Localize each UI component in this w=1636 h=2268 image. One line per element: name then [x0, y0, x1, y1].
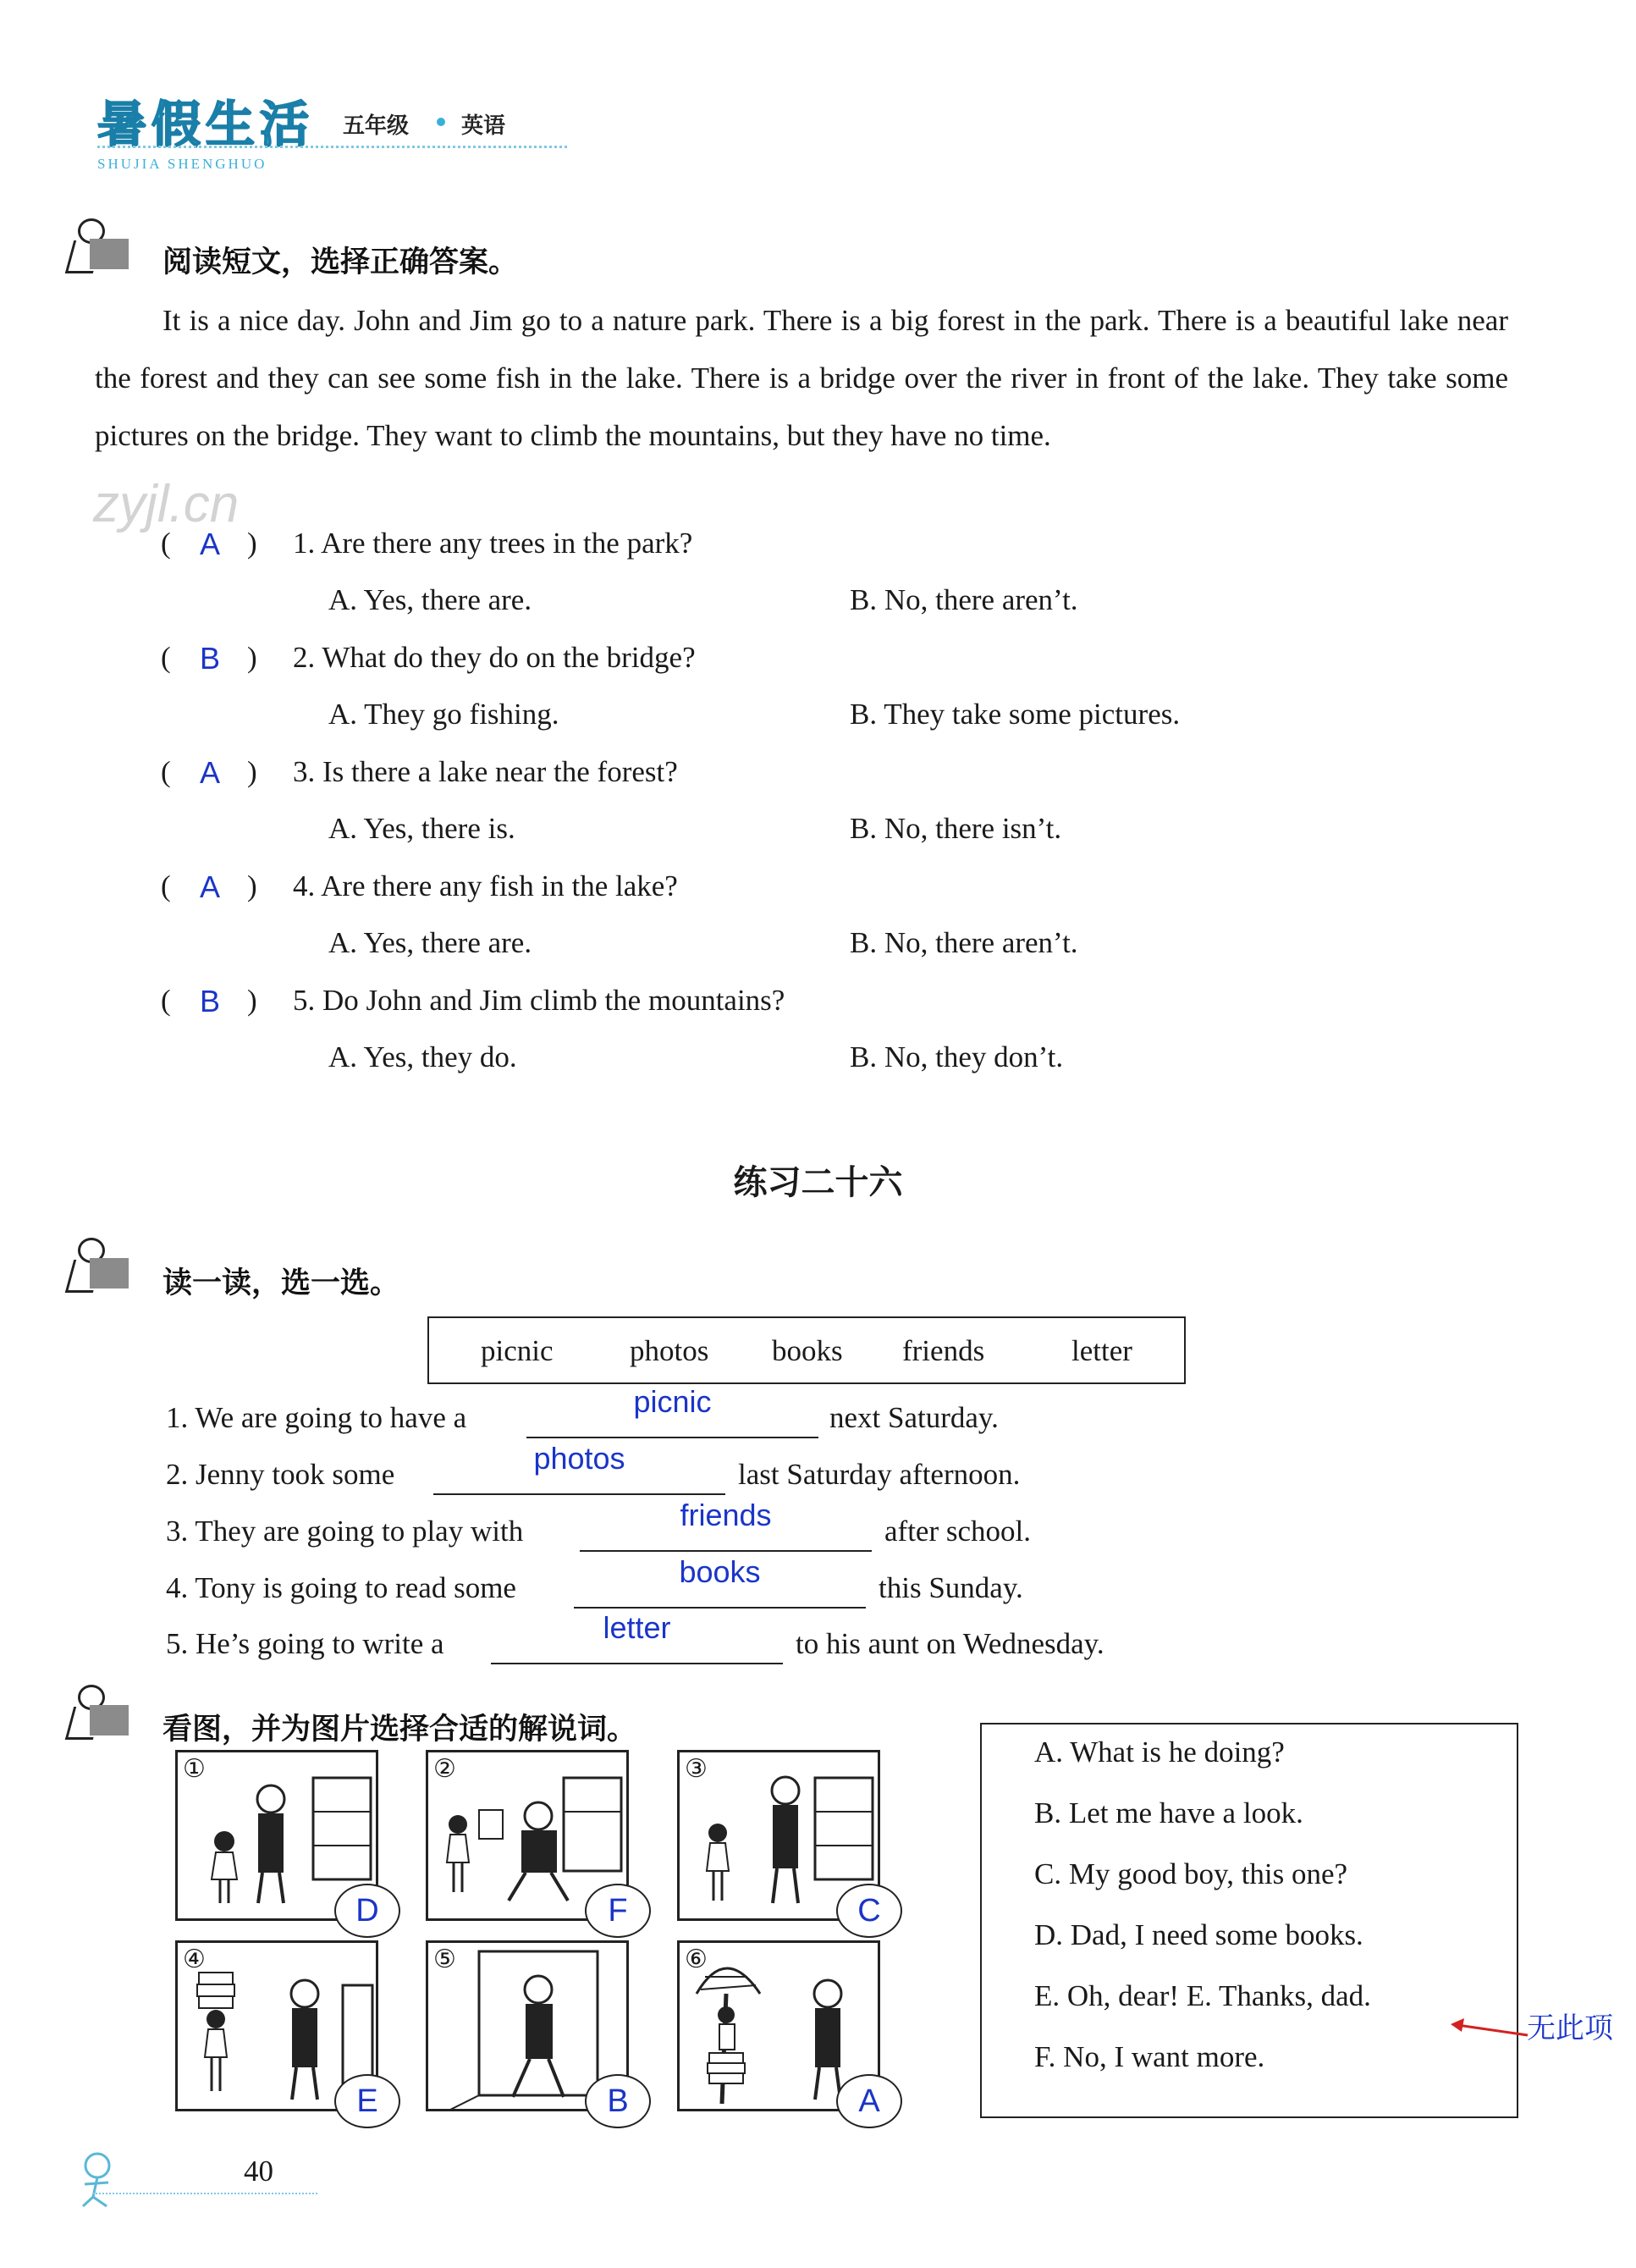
annotation-arrow-icon: [1447, 2013, 1532, 2047]
question-text: 3. Is there a lake near the forest?: [293, 755, 678, 788]
panel-answer-circle: E: [334, 2074, 400, 2128]
annotation-note: 无此项: [1527, 2011, 1613, 2045]
fill-sentence-start: 3. They are going to play with: [166, 1515, 524, 1548]
word-bank-item: picnic: [481, 1334, 554, 1367]
option-a: A. Yes, there are.: [328, 926, 532, 959]
word-bank-item: friends: [902, 1334, 985, 1367]
word-bank-item: books: [772, 1334, 843, 1367]
fill-answer: photos: [533, 1441, 625, 1476]
answer-paren-close: ): [247, 527, 257, 560]
answer-paren-close: ): [247, 641, 257, 674]
footer-kid-icon: [68, 2150, 127, 2210]
answer-mark: B: [200, 984, 221, 1018]
panel-number: ①: [183, 1754, 206, 1784]
word-bank-item: letter: [1071, 1334, 1132, 1367]
header-divider: [97, 146, 567, 148]
answer-mark: A: [200, 869, 221, 904]
answer-mark: A: [200, 527, 221, 561]
fill-answer: books: [679, 1554, 761, 1589]
fill-sentence-end: last Saturday afternoon.: [738, 1458, 1021, 1491]
option-a: A. Yes, there is.: [328, 812, 515, 845]
option-a: A. Yes, there are.: [328, 583, 532, 616]
answer-paren-close: ): [247, 984, 257, 1017]
caption-option: B. Let me have a look.: [1034, 1796, 1303, 1829]
question-text: 4. Are there any fish in the lake?: [293, 869, 678, 902]
caption-option: C. My good boy, this one?: [1034, 1857, 1348, 1890]
panel-answer-circle: D: [334, 1884, 400, 1938]
answer-paren-close: ): [247, 755, 257, 788]
panel-answer-circle: F: [585, 1884, 651, 1938]
fill-answer: letter: [603, 1610, 671, 1645]
panel-number: ⑥: [685, 1945, 708, 1974]
fill-sentence-end: after school.: [884, 1515, 1031, 1548]
footer-divider: [93, 2193, 317, 2194]
fill-blank-line: [526, 1435, 818, 1438]
answer-paren-open: (: [161, 984, 171, 1017]
fill-sentence-start: 5. He’s going to write a: [166, 1627, 444, 1660]
header-grade: 五年级: [343, 113, 410, 139]
question-text: 1. Are there any trees in the park?: [293, 527, 693, 560]
answer-mark: A: [200, 755, 221, 790]
option-b: B. No, there aren’t.: [850, 583, 1078, 616]
answer-paren-open: (: [161, 641, 171, 674]
option-b: B. No, there aren’t.: [850, 926, 1078, 959]
question-text: 5. Do John and Jim climb the mountains?: [293, 984, 785, 1017]
reading-passage: [95, 292, 1508, 465]
passage-text: It is a nice day. John and Jim go to a nature park. There is a big forest in the park. There is a beautiful lake near the forest and they can see some fish in the lake. There is a bridge over the river in front of the lake. They take some pictures on the bridge. They want to climb the mountains, but they have no time.: [95, 304, 1508, 452]
watermark: zyjl.cn: [93, 475, 240, 533]
caption-option: A. What is he doing?: [1034, 1735, 1285, 1769]
panel-number: ④: [183, 1945, 206, 1974]
fill-sentence-start: 4. Tony is going to read some: [166, 1571, 516, 1604]
caption-option: D. Dad, I need some books.: [1034, 1918, 1363, 1951]
answer-paren-close: ): [247, 869, 257, 902]
panel-answer-circle: C: [836, 1884, 902, 1938]
option-b: B. They take some pictures.: [850, 698, 1181, 731]
fill-sentence-start: 1. We are going to have a: [166, 1401, 467, 1434]
header-pinyin: SHUJIA SHENGHUO: [97, 156, 267, 172]
section-heading-read-choose: 读一读，选一选。: [162, 1266, 400, 1300]
caption-option: F. No, I want more.: [1034, 2040, 1265, 2073]
answer-paren-open: (: [161, 527, 171, 560]
fill-blank-line: [491, 1661, 783, 1664]
word-bank-item: photos: [630, 1334, 709, 1367]
fill-blank-line: [574, 1605, 866, 1609]
option-a: A. They go fishing.: [328, 698, 559, 731]
answer-paren-open: (: [161, 755, 171, 788]
answer-mark: B: [200, 641, 221, 676]
header-dot-icon: [437, 118, 445, 126]
option-b: B. No, they don’t.: [850, 1040, 1064, 1073]
fill-answer: friends: [680, 1498, 772, 1532]
exercise-title: 练习二十六: [733, 1163, 903, 1202]
header-subject: 英语: [461, 113, 506, 139]
panel-answer-circle: B: [585, 2074, 651, 2128]
panel-number: ②: [433, 1754, 456, 1784]
fill-sentence-end: to his aunt on Wednesday.: [796, 1627, 1104, 1660]
fill-sentence-end: this Sunday.: [879, 1571, 1023, 1604]
kid-icon: [66, 1685, 132, 1739]
fill-sentence-start: 2. Jenny took some: [166, 1458, 395, 1491]
kid-icon: [66, 1238, 132, 1292]
fill-blank-line: [580, 1548, 872, 1552]
panel-number: ③: [685, 1754, 708, 1784]
header-logo: 暑假生活: [97, 96, 315, 153]
panel-answer-circle: A: [836, 2074, 902, 2128]
option-b: B. No, there isn’t.: [850, 812, 1062, 845]
fill-sentence-end: next Saturday.: [829, 1401, 999, 1434]
page-number: 40: [244, 2155, 273, 2188]
answer-paren-open: (: [161, 869, 171, 902]
caption-option: E. Oh, dear! E. Thanks, dad.: [1034, 1979, 1371, 2012]
kid-icon: [66, 218, 132, 273]
fill-answer: picnic: [633, 1384, 712, 1419]
question-text: 2. What do they do on the bridge?: [293, 641, 696, 674]
option-a: A. Yes, they do.: [328, 1040, 517, 1073]
fill-blank-line: [433, 1492, 725, 1495]
section-heading-reading: 阅读短文，选择正确答案。: [162, 246, 519, 279]
panel-number: ⑤: [433, 1945, 456, 1974]
section-heading-picture: 看图，并为图片选择合适的解说词。: [162, 1713, 637, 1747]
